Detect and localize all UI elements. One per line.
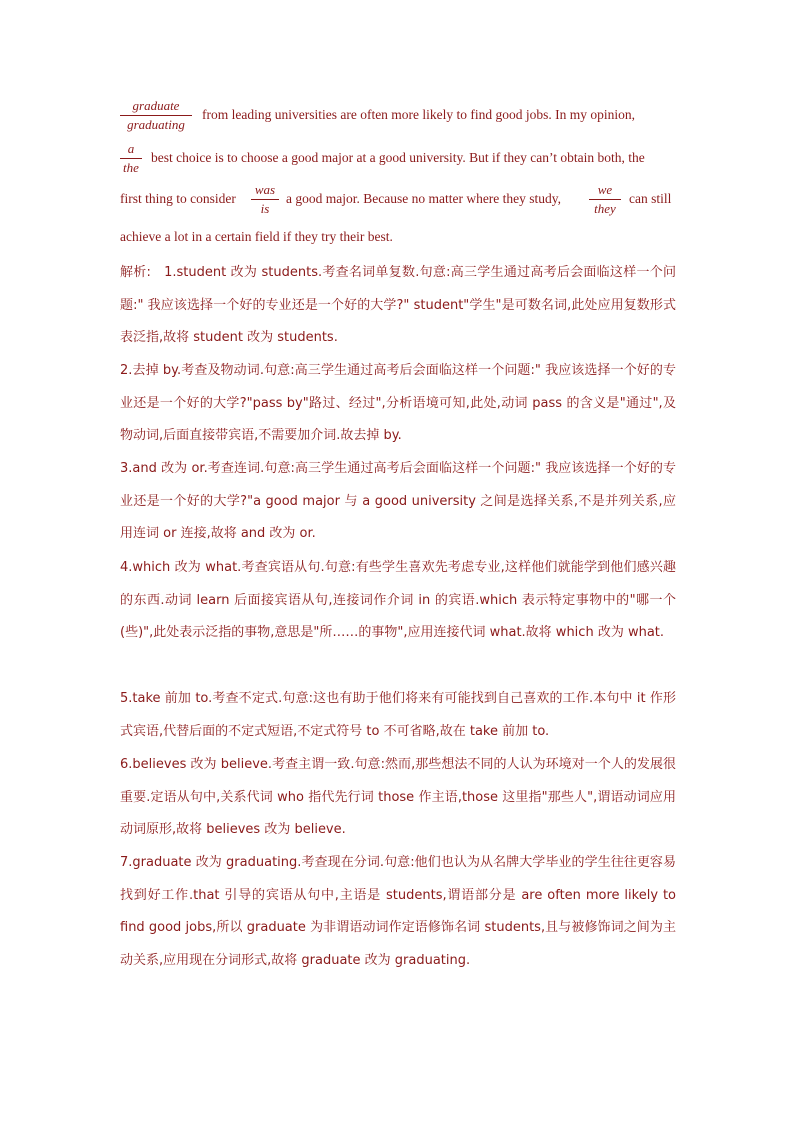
fraction-numerator: was: [251, 183, 279, 200]
fraction-numerator: a: [120, 142, 142, 159]
passage-line-3-lead: first thing to consider: [120, 191, 236, 206]
fraction-numerator: we: [589, 183, 621, 200]
correction-fraction-4: [589, 183, 621, 216]
correction-fraction-2: [120, 142, 142, 175]
fraction-denominator: they: [594, 201, 616, 216]
fraction-denominator: graduating: [127, 117, 185, 132]
analysis-item-2: 2.去掉 by.考查及物动词.句意:高三学生通过高考后会面临这样一个问题:" 我应该选择一个好的专业还是一个好的大学?"pass by"路过、经过",分析语境可知,此处,动词 pass 的含义是"通过",及物动词,后面直接带宾语,不需要加介词.故去掉 by.: [120, 363, 676, 443]
passage-line-3-mid: a good major. Because no matter where they study,: [286, 191, 562, 206]
passage-line-1: from leading universities are often more likely to find good jobs. In my opinion,: [202, 107, 636, 122]
correction-fraction-3: [251, 183, 279, 216]
correction-fraction-1: [120, 99, 192, 132]
analysis-label: 解析:: [120, 265, 151, 280]
analysis-item-4: 4.which 改为 what.考查宾语从句.句意:有些学生喜欢先考虑专业,这样他们就能学到他们感兴趣的东西.动词 learn 后面接宾语从句,连接词作介词 in 的宾语.which 表示特定事物中的"哪一个(些)",此处表示泛指的事物,意思是"所……的事物",应用连接代词 what.故将 which 改为 what.: [120, 560, 676, 640]
analysis-item-1: [120, 257, 676, 355]
fraction-denominator: is: [260, 201, 270, 216]
analysis-text: 1.student 改为 students.考查名词单复数.句意:高三学生通过高考后会面临这样一个问题:" 我应该选择一个好的专业还是一个好的大学?" student"学生"是可数名词,此处应用复数形式表泛指,故将 student 改为 students.: [120, 265, 676, 345]
analysis-item-7: 7.graduate 改为 graduating.考查现在分词.句意:他们也认为从名牌大学毕业的学生往往更容易找到好工作.that 引导的宾语从句中,主语是 students,谓语部分是 are often more likely to find good jobs,所以 graduate 为非谓语动词作定语修饰名词 students,且与被修饰词之间为主动关系,应用现在分词形式,故将 graduate 改为 graduating.: [120, 855, 676, 968]
passage-line-4: achieve a lot in a certain field if they try their best.: [120, 229, 393, 244]
analysis-item-3: 3.and 改为 or.考查连词.句意:高三学生通过高考后会面临这样一个问题:" 我应该选择一个好的专业还是一个好的大学?"a good major 与 a good university 之间是选择关系,不是并列关系,应用连词 or 连接,故将 and 改为 or.: [120, 461, 676, 541]
fraction-denominator: the: [123, 160, 139, 175]
passage-line-3-tail: can still: [629, 191, 672, 206]
analysis-item-6: 6.believes 改为 believe.考查主谓一致.句意:然而,那些想法不同的人认为环境对一个人的发展很重要.定语从句中,关系代词 who 指代先行词 those 作主语,those 这里指"那些人",谓语动词应用动词原形,故将 believes 改为 believe.: [120, 757, 676, 837]
passage-line-2: best choice is to choose a good major at a good university. But if they can’t obtain both, the: [151, 150, 645, 165]
fraction-numerator: graduate: [120, 99, 192, 116]
analysis-item-5: 5.take 前加 to.考查不定式.句意:这也有助于他们将来有可能找到自己喜欢的工作.本句中 it 作形式宾语,代替后面的不定式短语,不定式符号 to 不可省略,故在 take 前加 to.: [120, 691, 676, 739]
